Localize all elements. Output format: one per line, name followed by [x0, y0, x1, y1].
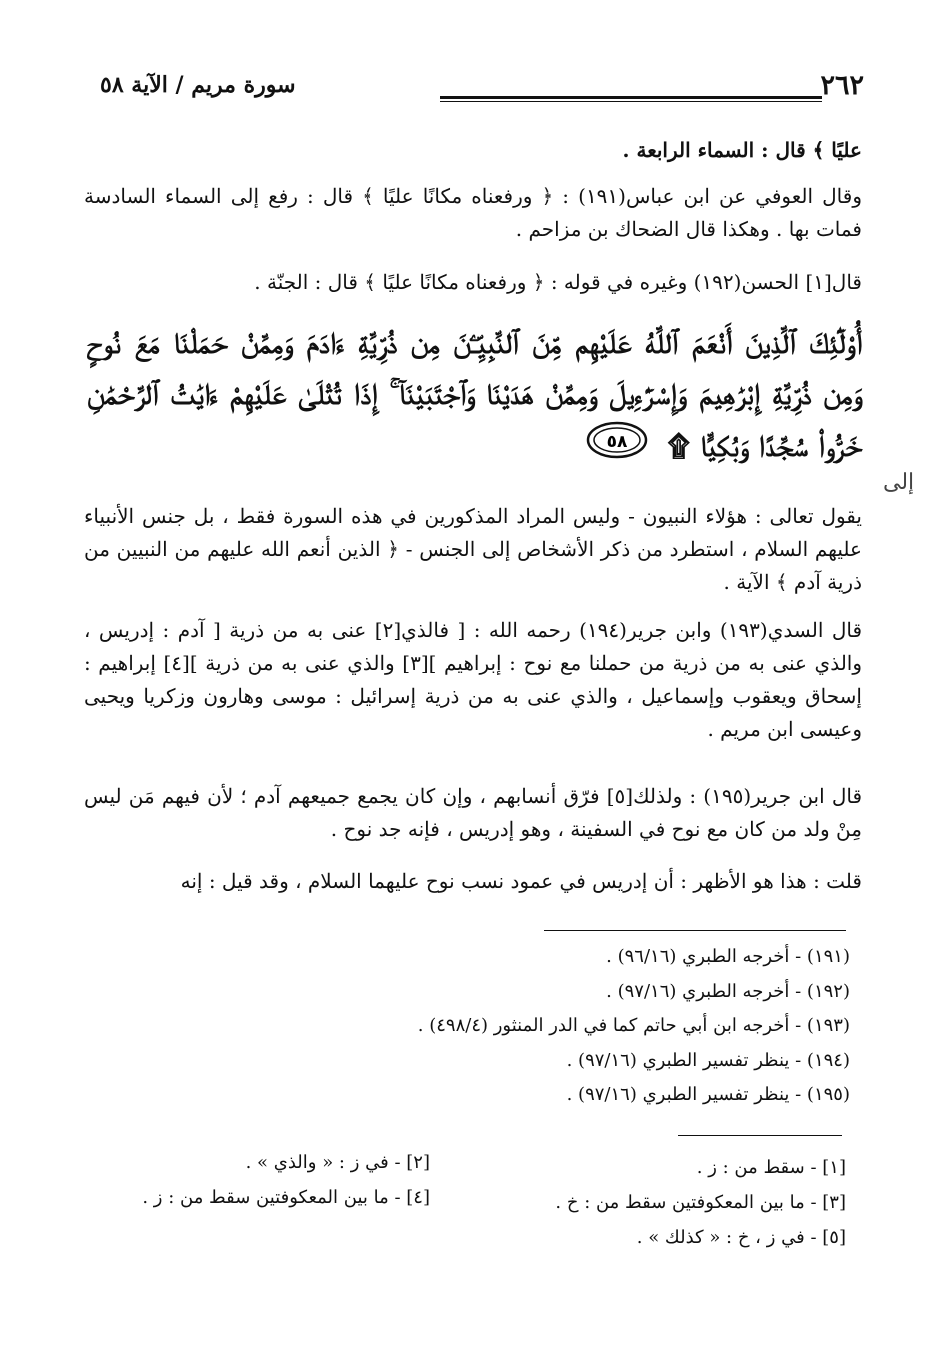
reference-item: (١٩٤) - ينظر تفسير الطبري (٩٧/١٦) . [566, 1049, 850, 1071]
page-number: ٢٦٢ [820, 70, 864, 101]
paragraph-1 [84, 134, 862, 167]
paragraph-6 [84, 780, 862, 846]
paragraph-7 [84, 865, 862, 898]
reference-item: (١٩٥) - ينظر تفسير الطبري (٩٧/١٦) . [566, 1084, 850, 1105]
footnotes-divider [678, 1135, 842, 1136]
paragraph-5-text: قال السدي(١٩٣) وابن جرير(١٩٤) رحمه الله : [ فالذي[٢] عنى به من ذرية [ آدم : إدريس ، والذي عنى به من ذرية من حملنا مع نوح : إبراهيم ][٣] والذي عنى به من ذرية ][٤] إبراهيم : إسحاق ويعقوب وإسماعيل ، والذي عنى به من ذرية إسرائيل : موسى وهارون وزكريا ويحيى وعيسى ابن مريم . [84, 618, 863, 741]
references-list [130, 940, 850, 1113]
footnote-item: [٣] - ما بين المعكوفتين سقط من : خ . [555, 1192, 846, 1213]
paragraph-4-text: يقول تعالى : هؤلاء النبيون - وليس المراد المذكورين في هذه السورة فقط ، بل جنس الأنبياء عليهم السلام ، استطرد من ذكر الأشخاص إلى الجنس - ﴿ الذين أنعم الله عليهم من النبيين من ذرية آدم ﴾ الآية . [84, 504, 862, 594]
footnote-item: [١] - سقط من : ز . [696, 1157, 846, 1178]
quran-verse-text: أُوْلَٰٓئِكَ ٱلَّذِينَ أَنْعَمَ ٱللَّهُ عَلَيْهِم مِّنَ ٱلنَّبِيِّـۧنَ مِن ذُرِّيَّةِ ءَادَمَ وَمِمَّنْ حَمَلْنَا مَعَ نُوحٍ وَمِن ذُرِّيَّةِ إِبْرَٰهِيمَ وَإِسْرَٰٓءِيلَ وَمِمَّنْ هَدَيْنَا وَٱجْتَبَيْنَآ ۚ إِذَا تُتْلَىٰ عَلَيْهِمْ ءَايَٰتُ ٱلرَّحْمَٰنِ خَرُّوا۟ سُجَّدًا وَبُكِيًّا ۩ [87, 326, 862, 463]
paragraph-5 [84, 614, 862, 746]
header-rule [440, 96, 822, 99]
paragraph-3 [84, 266, 862, 299]
footnote-item: [٥] - في ز ، خ : « كذلك » . [636, 1227, 846, 1248]
reference-item: (١٩٢) - أخرجه الطبري (٩٧/١٦) . [606, 980, 850, 1002]
paragraph-2-text: وقال العوفي عن ابن عباس(١٩١) : ﴿ ورفعناه مكانًا عليًا ﴾ قال : رفع إلى السماء السادسة فمات بها . وهكذا قال الضحاك بن مزاحم . [84, 184, 862, 241]
reference-item: (١٩٣) - أخرجه ابن أبي حاتم كما في الدر المنثور (٤٩٨/٤) . [417, 1015, 850, 1036]
handwritten-margin-note: إلى [883, 470, 915, 495]
reference-item: (١٩١) - أخرجه الطبري (٩٦/١٦) . [606, 946, 850, 967]
footnotes-right-column [466, 1150, 846, 1255]
footnotes-left-column [50, 1145, 430, 1215]
running-title: سورة مريم / الآية ٥٨ [100, 72, 296, 98]
paragraph-3-text: قال[١] الحسن(١٩٢) وغيره في قوله : ﴿ ورفعناه مكانًا عليًا ﴾ قال : الجنّة . [254, 270, 862, 294]
paragraph-2 [84, 180, 862, 246]
paragraph-1-text: عليًا ﴾ قال : السماء الرابعة . [622, 138, 862, 162]
ayah-number: ٥٨ [606, 432, 628, 452]
ayah-number-icon [586, 420, 648, 476]
footnote-item: [٤] - ما بين المعكوفتين سقط من : ز . [142, 1187, 430, 1208]
paragraph-7-text: قلت : هذا هو الأظهر : أن إدريس في عمود نسب نوح عليهما السلام ، وقد قيل : إنه [180, 869, 862, 893]
paragraph-4 [84, 500, 862, 599]
paragraph-6-text: قال ابن جرير(١٩٥) : ولذلك[٥] فرّق أنسابهم ، وإن كان يجمع جميعهم آدم ؛ لأن فيهم مَن ليس مِنْ ولد من كان مع نوح في السفينة ، وهو إدريس ، فإنه جد نوح . [84, 784, 862, 841]
quran-verse [87, 318, 862, 476]
references-divider [544, 930, 846, 931]
footnote-item: [٢] - في ز : « والذي » . [245, 1152, 430, 1173]
